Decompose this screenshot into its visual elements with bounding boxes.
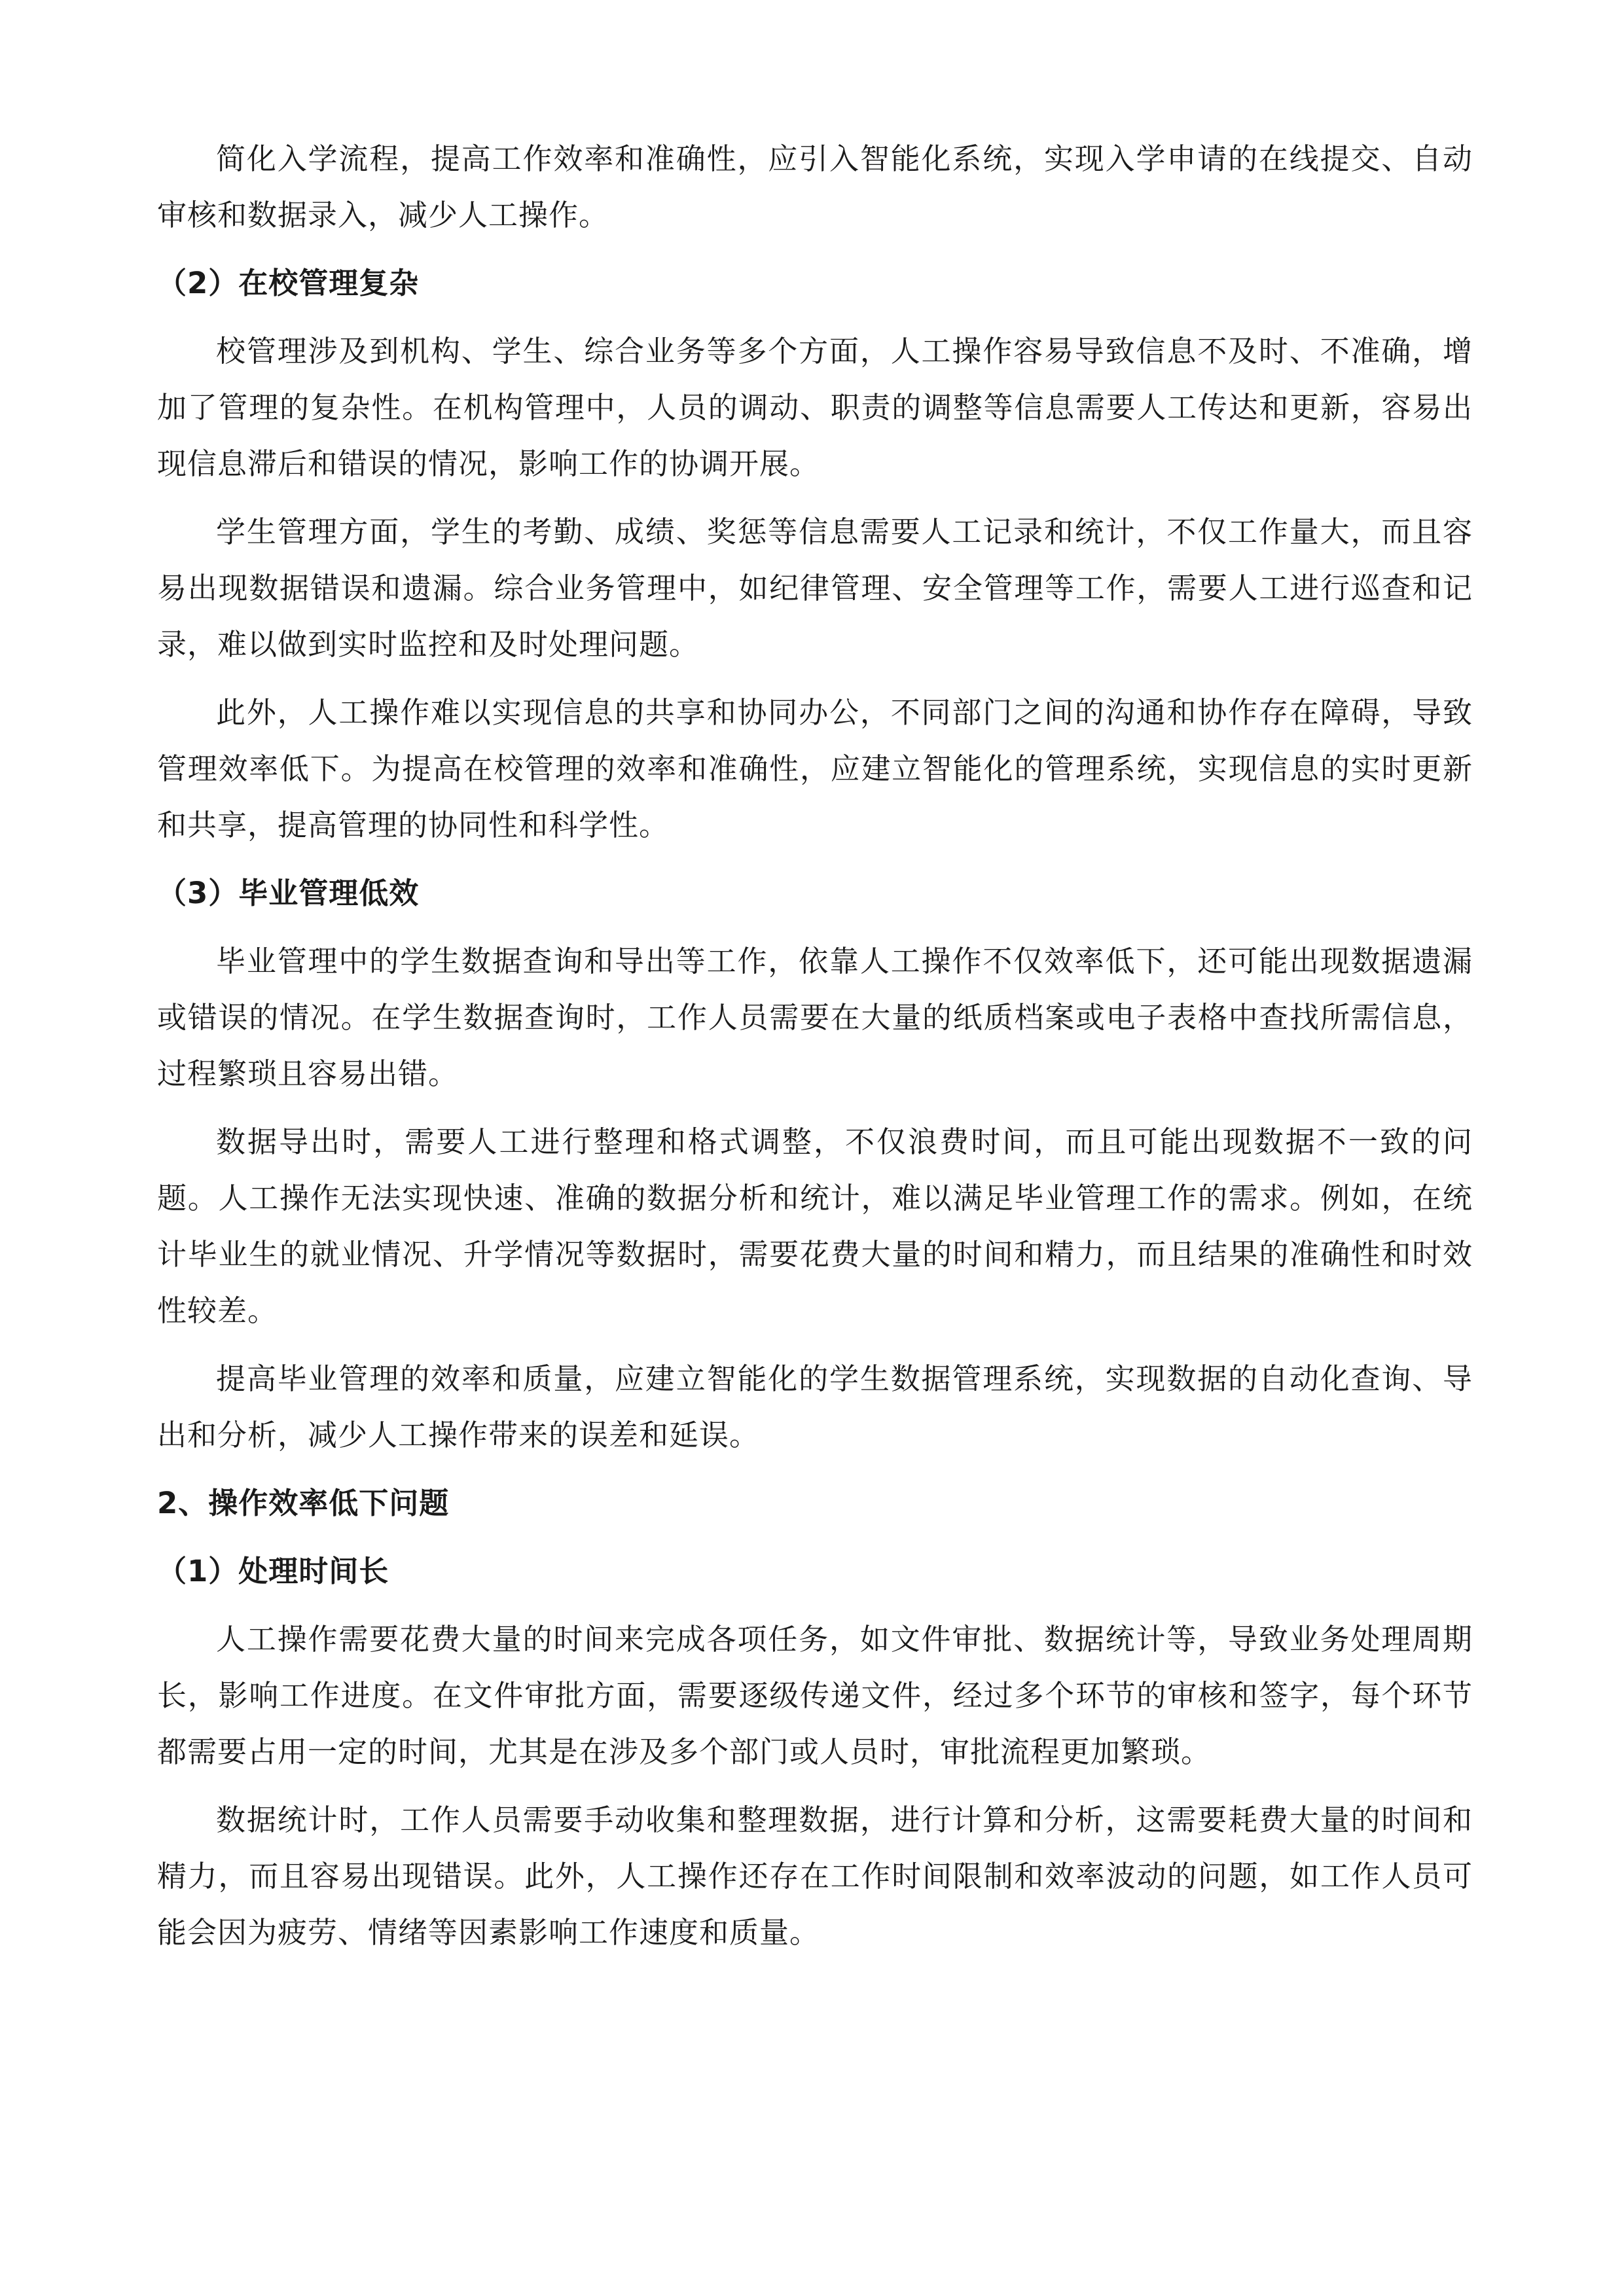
subheading-campus-management: （2）在校管理复杂 — [157, 266, 420, 300]
paragraph-campus-management-1: 校管理涉及到机构、学生、综合业务等多个方面，人工操作容易导致信息不及时、不准确，增加了管理的复杂性。在机构管理中，人员的调动、职责的调整等信息需要人工传达和更新，容易出现信息滞后和错误的情况，影响工作的协调开展。 — [157, 334, 1473, 481]
paragraph-enrollment-simplify: 简化入学流程，提高工作效率和准确性，应引入智能化系统，实现入学申请的在线提交、自动审核和数据录入，减少人工操作。 — [157, 141, 1473, 232]
paragraph-campus-management-3: 此外，人工操作难以实现信息的共享和协同办公，不同部门之间的沟通和协作存在障碍，导致管理效率低下。为提高在校管理的效率和准确性，应建立智能化的管理系统，实现信息的实时更新和共享，提高管理的协同性和科学性。 — [157, 695, 1473, 842]
section-heading-efficiency: 2、操作效率低下问题 — [157, 1486, 450, 1520]
paragraph-graduation-2: 数据导出时，需要人工进行整理和格式调整，不仅浪费时间，而且可能出现数据不一致的问题。人工操作无法实现快速、准确的数据分析和统计，难以满足毕业管理工作的需求。例如，在统计毕业生的就业情况、升学情况等数据时，需要花费大量的时间和精力，而且结果的准确性和时效性较差。 — [157, 1124, 1473, 1328]
document-page — [157, 131, 1473, 1973]
subheading-graduation-management: （3）毕业管理低效 — [157, 876, 420, 910]
paragraph-processing-time-1: 人工操作需要花费大量的时间来完成各项任务，如文件审批、数据统计等，导致业务处理周期长，影响工作进度。在文件审批方面，需要逐级传递文件，经过多个环节的审核和签字，每个环节都需要占用一定的时间，尤其是在涉及多个部门或人员时，审批流程更加繁琐。 — [157, 1622, 1473, 1769]
paragraph-graduation-3: 提高毕业管理的效率和质量，应建立智能化的学生数据管理系统，实现数据的自动化查询、导出和分析，减少人工操作带来的误差和延误。 — [157, 1361, 1473, 1452]
paragraph-graduation-1: 毕业管理中的学生数据查询和导出等工作，依靠人工操作不仅效率低下，还可能出现数据遗漏或错误的情况。在学生数据查询时，工作人员需要在大量的纸质档案或电子表格中查找所需信息，过程繁琐且容易出错。 — [157, 944, 1473, 1091]
paragraph-processing-time-2: 数据统计时，工作人员需要手动收集和整理数据，进行计算和分析，这需要耗费大量的时间和精力，而且容易出现错误。此外，人工操作还存在工作时间限制和效率波动的问题，如工作人员可能会因为疲劳、情绪等因素影响工作速度和质量。 — [157, 1803, 1473, 1950]
paragraph-campus-management-2: 学生管理方面，学生的考勤、成绩、奖惩等信息需要人工记录和统计，不仅工作量大，而且容易出现数据错误和遗漏。综合业务管理中，如纪律管理、安全管理等工作，需要人工进行巡查和记录，难以做到实时监控和及时处理问题。 — [157, 514, 1473, 662]
subheading-processing-time: （1）处理时间长 — [157, 1554, 389, 1588]
